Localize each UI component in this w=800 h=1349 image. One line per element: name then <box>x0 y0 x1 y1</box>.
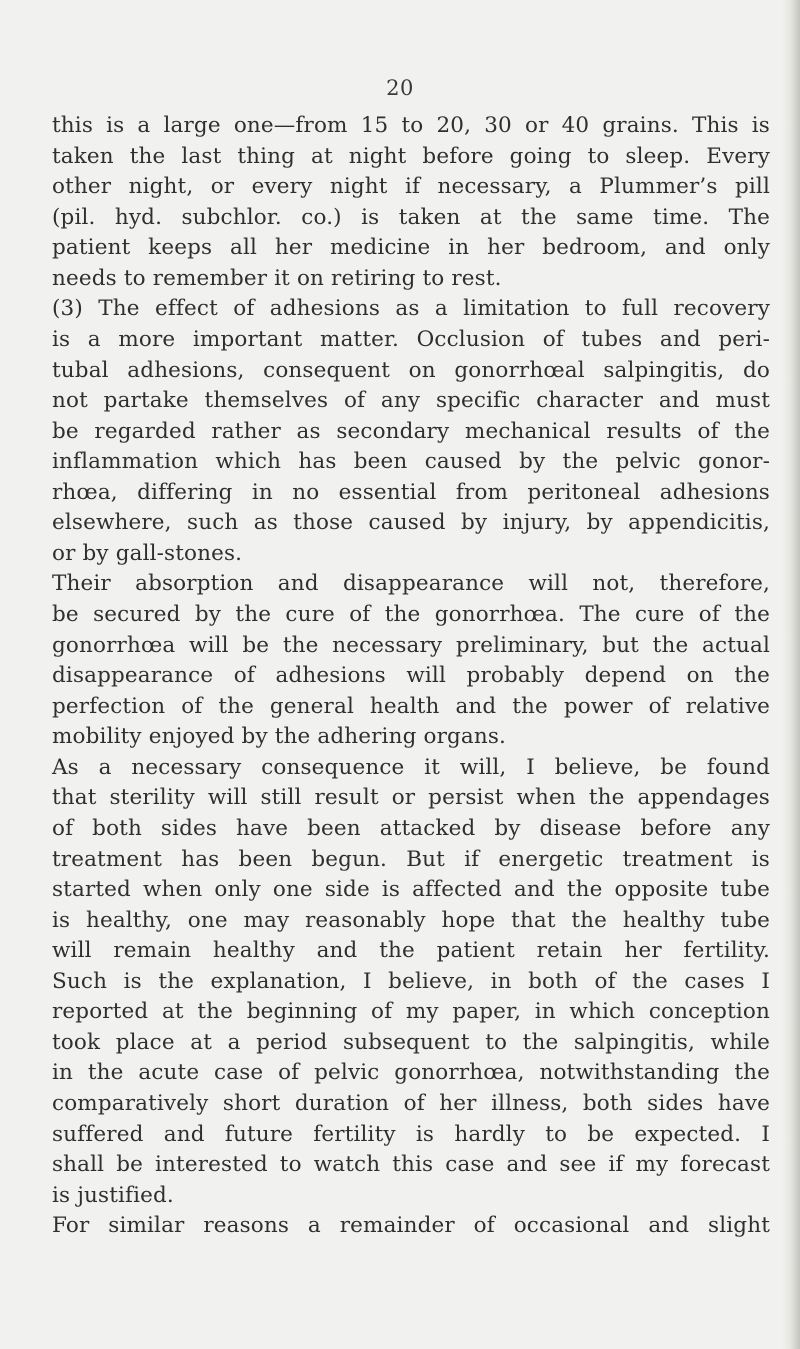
page-edge-shadow <box>782 0 800 1349</box>
text-line: As a necessary consequence it will, I believe, be found <box>52 754 770 780</box>
body-text <box>52 111 770 1242</box>
text-line: rhœa, differing in no essential from peritoneal adhesions <box>52 479 770 505</box>
text-line: other night, or every night if necessary, a Plummer’s pill <box>52 174 770 200</box>
text-line: (3) The effect of adhesions as a limitation to full recovery <box>52 296 770 322</box>
text-line: will remain healthy and the patient retain her fertility. <box>52 938 770 964</box>
text-line: elsewhere, such as those caused by injury, by appendicitis, <box>52 510 770 536</box>
text-line: mobility enjoyed by the adhering organs. <box>52 724 507 750</box>
text-line: shall be interested to watch this case and see if my forecast <box>52 1152 770 1178</box>
text-line: or by gall-stones. <box>52 540 243 566</box>
text-line: started when only one side is affected and the opposite tube <box>52 877 770 903</box>
text-line: (pil. hyd. subchlor. co.) is taken at the same time. The <box>52 204 770 230</box>
text-line: in the acute case of pelvic gonorrhœa, notwithstanding the <box>52 1060 770 1086</box>
text-line: comparatively short duration of her illness, both sides have <box>52 1091 770 1116</box>
text-line: gonorrhœa will be the necessary preliminary, but the actual <box>52 632 770 658</box>
text-line: took place at a period subsequent to the salpingitis, while <box>52 1029 770 1055</box>
text-line: be secured by the cure of the gonorrhœa. The cure of the <box>52 602 770 627</box>
text-line: is healthy, one may reasonably hope that the healthy tube <box>52 907 770 933</box>
text-line: not partake themselves of any specific character and must <box>52 388 770 414</box>
text-line: patient keeps all her medicine in her bedroom, and only <box>52 235 770 261</box>
text-line: Such is the explanation, I believe, in both of the cases I <box>52 968 770 994</box>
text-line: treatment has been begun. But if energetic treatment is <box>52 846 770 872</box>
text-line: this is a large one—from 15 to 20, 30 or 40 grains. This is <box>52 113 770 138</box>
text-line: taken the last thing at night before going to sleep. Every <box>52 143 770 169</box>
text-line: tubal adhesions, consequent on gonorrhœal salpingitis, do <box>52 357 770 383</box>
text-line: suffered and future fertility is hardly to be expected. I <box>52 1121 770 1147</box>
text-line: Their absorption and disappearance will not, therefore, <box>52 571 770 597</box>
text-line: reported at the beginning of my paper, in which conception <box>52 999 770 1025</box>
text-line: that sterility will still result or persist when the appendages <box>52 785 770 811</box>
page-number: 20 <box>386 76 414 100</box>
text-line: needs to remember it on retiring to rest. <box>52 265 502 291</box>
text-line: of both sides have been attacked by disease before any <box>52 815 770 841</box>
text-line: is a more important matter. Occlusion of tubes and peri- <box>52 326 770 352</box>
text-line: is justified. <box>52 1182 174 1208</box>
text-line: perfection of the general health and the power of relative <box>52 693 770 719</box>
text-line: inflammation which has been caused by the pelvic gonor- <box>52 449 770 475</box>
text-line: For similar reasons a remainder of occasional and slight <box>52 1213 770 1239</box>
text-line: disappearance of adhesions will probably depend on the <box>52 663 770 689</box>
text-line: be regarded rather as secondary mechanical results of the <box>52 418 770 444</box>
